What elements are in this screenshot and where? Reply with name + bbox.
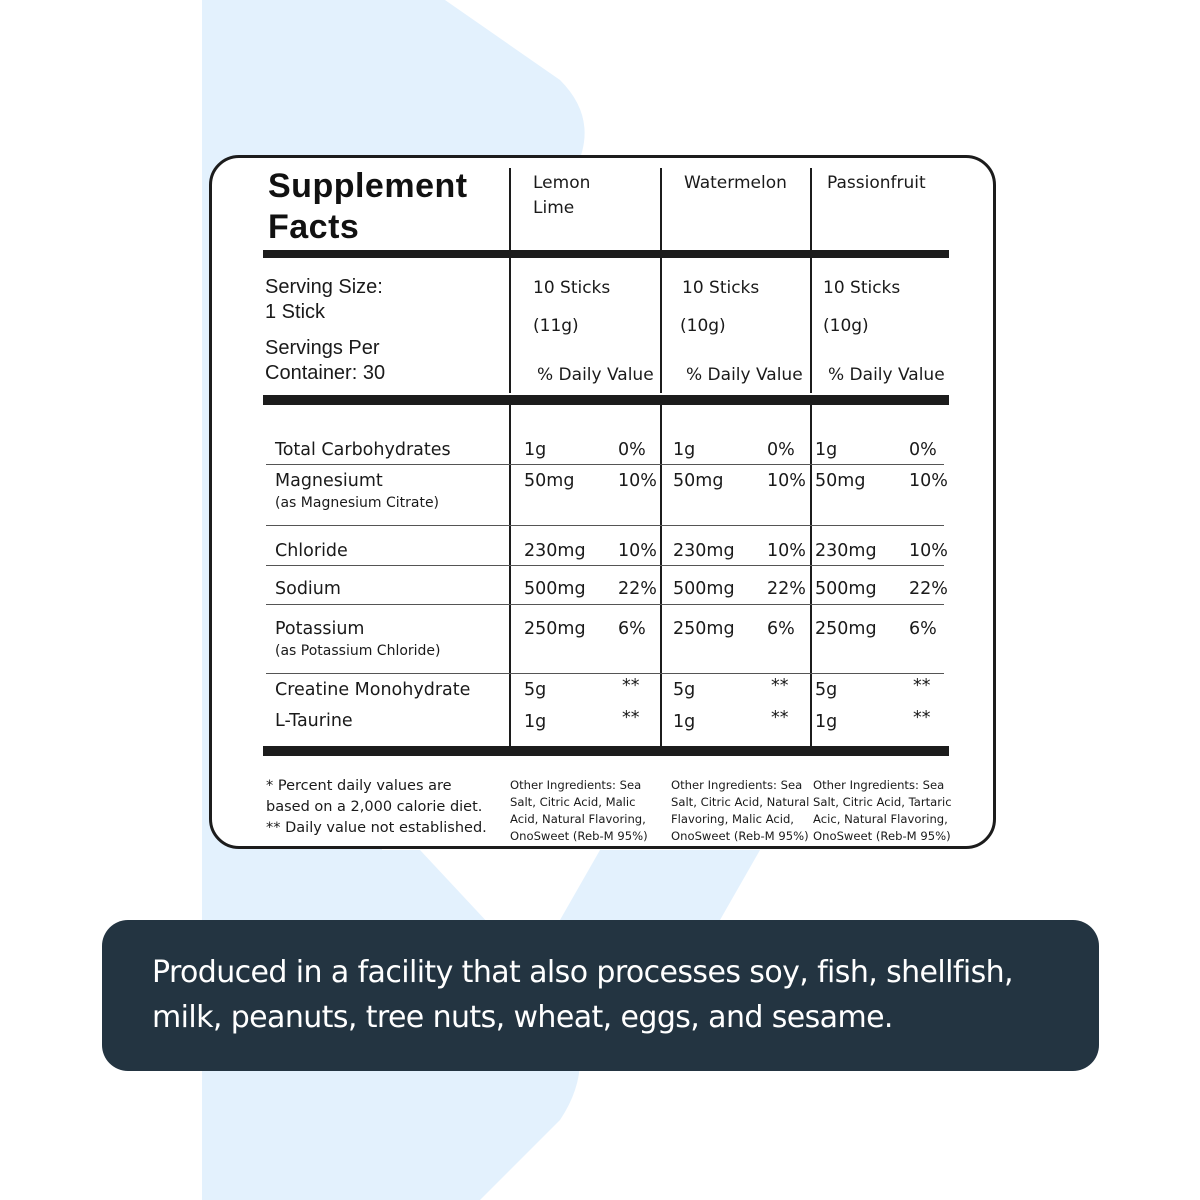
daily-value-header-col1: % Daily Value <box>537 365 654 385</box>
nutrient-name: Potassium <box>275 619 365 639</box>
dv-col2: 10% <box>767 471 806 491</box>
amount-col2: 230mg <box>673 541 735 561</box>
title-line-1: Supplement <box>268 167 468 205</box>
flavor-header-passionfruit: Passionfruit <box>827 173 926 193</box>
dv-col2: 22% <box>767 579 806 599</box>
row-divider <box>266 525 944 526</box>
supplement-facts-panel <box>209 155 996 849</box>
weight-col2: (10g) <box>680 316 726 336</box>
serving-size-value: 1 Stick <box>265 301 326 323</box>
column-divider <box>509 403 511 746</box>
weight-col1: (11g) <box>533 316 579 336</box>
amount-col1: 250mg <box>524 619 586 639</box>
amount-col1: 5g <box>524 680 547 700</box>
column-divider <box>509 258 511 393</box>
amount-col2: 250mg <box>673 619 735 639</box>
footnote-line-2: based on a 2,000 calorie diet. <box>266 799 483 815</box>
panel-title <box>268 166 468 248</box>
dv-col3: 10% <box>909 541 948 561</box>
dv-col3: 0% <box>909 440 937 460</box>
dv-col2: ** <box>771 676 789 696</box>
nutrient-name: Sodium <box>275 579 341 599</box>
amount-col1: 1g <box>524 712 547 732</box>
nutrient-name: Magnesiumt <box>275 471 383 491</box>
nutrient-name: Chloride <box>275 541 348 561</box>
dv-col3: 10% <box>909 471 948 491</box>
column-divider <box>810 403 812 746</box>
amount-col2: 5g <box>673 680 696 700</box>
other-ingredients-watermelon: Other Ingredients: Sea Salt, Citric Acid, Natural Flavoring, Malic Acid, OnoSweet (Reb-M 95%) <box>671 778 810 843</box>
dv-col2: 10% <box>767 541 806 561</box>
dv-col1: 22% <box>618 579 657 599</box>
amount-col3: 50mg <box>815 471 866 491</box>
amount-col2: 1g <box>673 712 696 732</box>
amount-col2: 50mg <box>673 471 724 491</box>
dv-col3: ** <box>913 708 931 728</box>
nutrient-note: (as Potassium Chloride) <box>275 643 441 659</box>
servings-per-value: Container: 30 <box>265 362 386 384</box>
amount-col2: 500mg <box>673 579 735 599</box>
weight-col3: (10g) <box>823 316 869 336</box>
dv-col1: 10% <box>618 541 657 561</box>
dv-col1: 6% <box>618 619 646 639</box>
daily-value-header-col3: % Daily Value <box>828 365 945 385</box>
dv-col1: ** <box>622 676 640 696</box>
nutrient-name: L-Taurine <box>275 711 353 731</box>
other-ingredients-passionfruit: Other Ingredients: Sea Salt, Citric Acid, Tartaric Acic, Natural Flavoring, OnoSweet (Reb-M 95%) <box>813 778 952 843</box>
amount-col3: 250mg <box>815 619 877 639</box>
amount-col3: 230mg <box>815 541 877 561</box>
dv-col2: 0% <box>767 440 795 460</box>
nutrient-name: Creatine Monohydrate <box>275 680 471 700</box>
amount-col3: 500mg <box>815 579 877 599</box>
serving-size-label: Serving Size: <box>265 276 383 298</box>
flavor-header-watermelon: Watermelon <box>684 173 787 193</box>
amount-col3: 1g <box>815 712 838 732</box>
amount-col1: 1g <box>524 440 547 460</box>
dv-col2: ** <box>771 708 789 728</box>
servings-per-label: Servings Per <box>265 337 380 359</box>
thick-rule <box>263 395 949 405</box>
amount-col1: 50mg <box>524 471 575 491</box>
nutrient-name: Total Carbohydrates <box>275 440 451 460</box>
row-divider <box>266 464 944 465</box>
column-divider <box>509 168 511 250</box>
column-divider <box>810 258 812 393</box>
sticks-col2: 10 Sticks <box>682 278 760 298</box>
sticks-col3: 10 Sticks <box>823 278 901 298</box>
other-ingredients-lemon-lime: Other Ingredients: Sea Salt, Citric Acid, Malic Acid, Natural Flavoring, OnoSweet (Reb-M 95%) <box>510 778 648 843</box>
column-divider <box>660 403 662 746</box>
allergen-statement: Produced in a facility that also processes soy, fish, shellfish, milk, peanuts, tree nuts, wheat, eggs, and sesame. <box>152 955 1013 1035</box>
dv-col3: 6% <box>909 619 937 639</box>
nutrient-note: (as Magnesium Citrate) <box>275 495 440 511</box>
column-divider <box>660 168 662 250</box>
amount-col2: 1g <box>673 440 696 460</box>
daily-value-header-col2: % Daily Value <box>686 365 803 385</box>
footnote-line-1: * Percent daily values are <box>266 778 452 794</box>
dv-col1: ** <box>622 708 640 728</box>
row-divider <box>266 673 944 674</box>
amount-col3: 1g <box>815 440 838 460</box>
dv-col2: 6% <box>767 619 795 639</box>
thick-rule <box>263 250 949 258</box>
dv-col1: 10% <box>618 471 657 491</box>
row-divider <box>266 565 944 566</box>
sticks-col1: 10 Sticks <box>533 278 611 298</box>
row-divider <box>266 604 944 605</box>
column-divider <box>810 168 812 250</box>
amount-col3: 5g <box>815 680 838 700</box>
dv-col1: 0% <box>618 440 646 460</box>
thick-rule <box>263 746 949 756</box>
footnote-line-3: ** Daily value not established. <box>266 820 487 836</box>
column-divider <box>660 258 662 393</box>
amount-col1: 230mg <box>524 541 586 561</box>
title-line-2: Facts <box>268 208 360 246</box>
flavor-header-lemon-lime: Lemon Lime <box>533 173 591 218</box>
dv-col3: ** <box>913 676 931 696</box>
dv-col3: 22% <box>909 579 948 599</box>
allergen-banner <box>102 920 1099 1071</box>
amount-col1: 500mg <box>524 579 586 599</box>
